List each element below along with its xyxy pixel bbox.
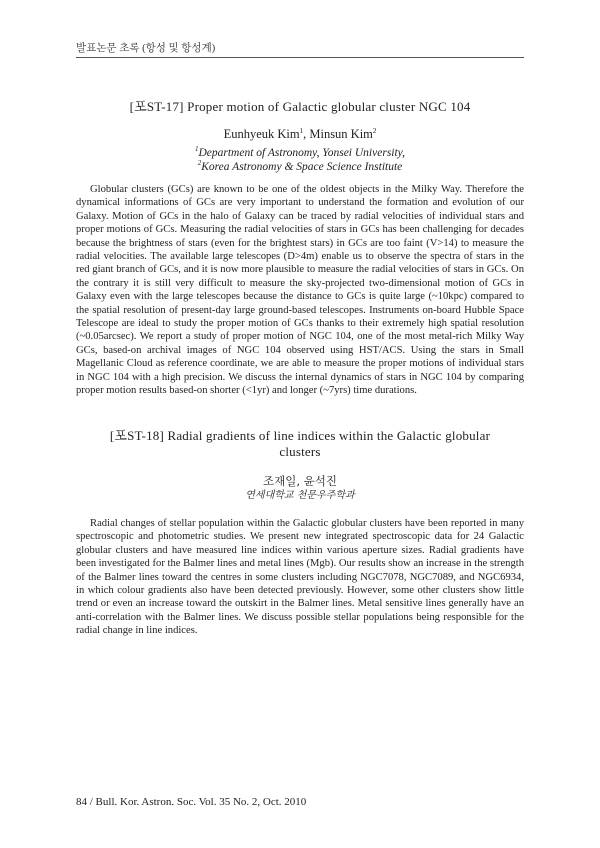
paper1-affil2-text: Korea Astronomy & Space Science Institute bbox=[201, 160, 403, 173]
paper1-affil1-sup: 1 bbox=[194, 145, 199, 153]
paper2-affiliation: 연세대학교 천문우주학과 bbox=[245, 490, 355, 501]
paper1-authors bbox=[76, 127, 524, 142]
paper1-author1-sup: 1 bbox=[299, 127, 304, 135]
paper1-author2-sup: 2 bbox=[372, 127, 377, 135]
paper1-author-sep: , bbox=[303, 127, 310, 142]
paper1-author1: Eunhyeuk Kim bbox=[223, 127, 300, 142]
paper1-title: [포ST-17] Proper motion of Galactic globular cluster NGC 104 bbox=[129, 99, 471, 114]
paper2-title-line1: [포ST-18] Radial gradients of line indices within the Galactic globular bbox=[109, 428, 491, 443]
paper1-affil2-sup: 2 bbox=[197, 159, 202, 167]
paper1-abstract: Globular clusters (GCs) are known to be one of the oldest objects in the Milky Way. Therefore the dynamical informations of GCs are very important to understand the formation and evolution of our Galaxy. Motion of GCs in the halo of Galaxy can be traced by radial velocities of individual stars and proper motions of GCs. Measuring the radial velocities of stars in GCs has been challenging for decades because the brightness of stars (even for the brightest stars) in GCs are too faint (V>14) to measure the radial velocities. The available large telescopes (D>4m) enable us to observe the spectra of stars in the red giant branch of GCs, and it is now more plausible to measure the radial velocities of stars in GCs. On the contrary it is still very difficult to measure the sky-projected two-dimensional motion of GCs in Galaxy even with the large telescopes because the distance to GCs is quite large (~10kpc) compared to the spatial resolution of present-day large ground-based telescopes. Instruments on-board Hubble Space Telescope are ideal to study the proper motion of GCs thanks to their extremely high spatial resolution (~0.05arcsec). We report a study of proper motion of NGC 104, one of the most metal-rich Milky Way GCs, based-on archival images of NGC 104 observed using HST/ACS. Using the stars in Small Magellanic Cloud as reference coordinate, we are able to measure the proper motions of individual stars in NGC 104 with a high precision. We discuss the internal dynamics of stars in NGC 104 by comparing proper motion results based-on shorter (<1yr) and longer (~7yrs) time durations. bbox=[76, 184, 524, 397]
header-rule bbox=[76, 57, 524, 58]
paper2-title-line2: clusters bbox=[279, 444, 321, 459]
page-footer: 84 / Bull. Kor. Astron. Soc. Vol. 35 No. 2, Oct. 2010 bbox=[76, 796, 307, 808]
paper1-affiliation-2 bbox=[76, 156, 524, 174]
paper2-authors: 조재일, 윤석진 bbox=[263, 474, 337, 488]
running-header: 발표논문 초록 (항성 및 항성계) bbox=[76, 43, 216, 54]
paper1-author2: Minsun Kim bbox=[309, 127, 373, 142]
paper2-abstract: Radial changes of stellar population within the Galactic globular clusters have been reported in many spectroscopic and photometric studies. We present new integrated spectroscopic data for 24 Galactic globular clusters and have measured line indices within various aperture sizes. Radial gradients have been investigated for the Balmer lines and metal lines (Mgb). Our results show an increase in the strength of the Balmer lines toward the centres in some clusters including NGC7078, NGC7089, and NGC6934, in which colour gradients also have been detected previously. However, some other clusters show little trend or even an increase toward the outskirt in the Balmer lines. Metal sensitive lines generally have an anti-correlation with the Balmer lines. We discuss possible stellar populations being responsible for the radial change in line indices. bbox=[76, 518, 524, 637]
paper1-affil1-text: Department of Astronomy, Yonsei University, bbox=[198, 146, 406, 159]
paper2-title bbox=[76, 428, 524, 460]
